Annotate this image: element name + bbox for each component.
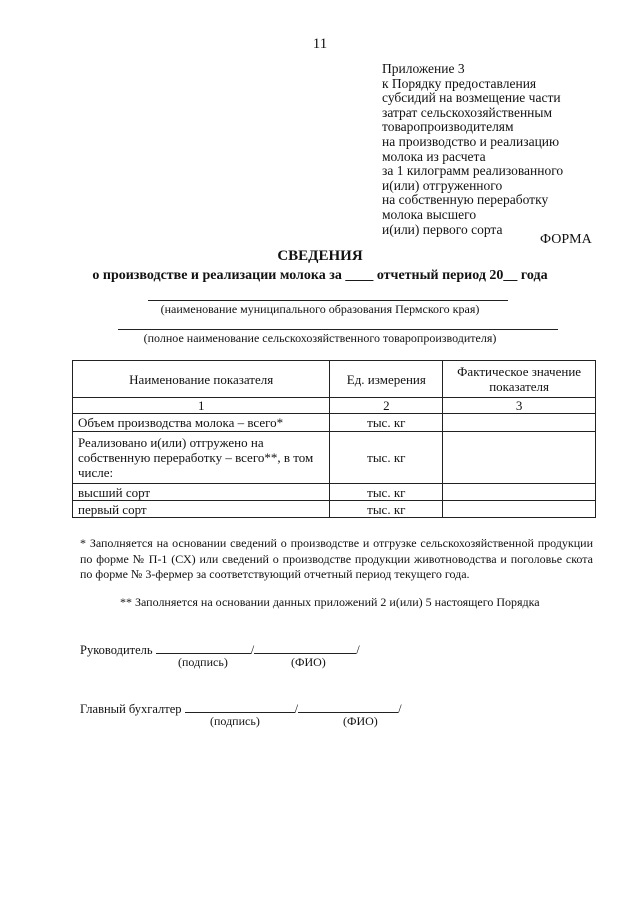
appendix-line: и(или) первого сорта [382,221,503,237]
header-cell: Фактическое значение показателя [443,361,596,398]
data-table [72,360,596,518]
footnote-1: * Заполняется на основании сведений о производстве и отгрузке сельскохозяйственной продукции по форме № П-1 (СХ) или сведений о производстве продукции животноводства и поголовье скота по форме № 3-фермер за соответствующий отчетный период текущего года. [80,536,593,581]
appendix-line: и(или) отгруженного [382,177,503,193]
column-number: 1 [73,398,330,414]
slash: / [356,643,360,657]
value-cell[interactable] [443,501,596,518]
value-cell[interactable] [443,432,596,484]
appendix-line: за 1 килограмм реализованного [382,163,564,179]
form-label: ФОРМА [540,232,592,247]
appendix-line: молока высшего [382,206,477,222]
head-label: Руководитель [80,643,153,657]
appendix-line: молока из расчета [382,148,486,164]
head-signature-field[interactable] [156,641,251,654]
unit-cell: тыс. кг [330,501,443,518]
appendix-line: на собственную переработку [382,192,549,208]
page-number: 11 [312,36,328,52]
municipality-fill-line[interactable] [148,300,508,301]
table-header-row [73,361,596,398]
value-cell[interactable] [443,414,596,432]
header-cell: Ед. измерения [330,361,443,398]
table-row [73,501,596,518]
accountant-signature-caption: (подпись) [210,714,260,728]
column-number: 2 [330,398,443,414]
indicator-name: первый сорт [73,501,330,518]
appendix-line: на производство и реализацию [382,133,560,149]
accountant-signature-field[interactable] [185,700,295,713]
table-row [73,414,596,432]
indicator-name: Реализовано и(или) отгружено на собственную переработку – всего**, в том числе: [73,432,330,484]
column-number-row [73,398,596,414]
value-cell[interactable] [443,484,596,501]
head-name-field[interactable] [254,641,356,654]
document-title: СВЕДЕНИЯ [277,248,363,264]
producer-fill-line[interactable] [118,329,558,330]
footnote-2: ** Заполняется на основании данных приложений 2 и(или) 5 настоящего Порядка [120,595,540,609]
producer-caption: (полное наименование сельскохозяйственного товаропроизводителя) [143,331,497,345]
appendix-line: к Порядку предоставления [382,75,537,91]
indicator-name: Объем производства молока – всего* [73,414,330,432]
head-name-caption: (ФИО) [291,655,326,669]
accountant-name-field[interactable] [298,700,398,713]
column-number: 3 [443,398,596,414]
document-subtitle: о производстве и реализации молока за ____ отчетный период 20__ года [92,268,548,283]
head-signature-caption: (подпись) [178,655,228,669]
municipality-caption: (наименование муниципального образования Пермского края) [160,302,480,316]
table-row [73,432,596,484]
header-cell: Наименование показателя [73,361,330,398]
unit-cell: тыс. кг [330,484,443,501]
slash: / [250,643,255,657]
accountant-name-caption: (ФИО) [343,714,378,728]
appendix-line: товаропроизводителям [382,119,514,135]
unit-cell: тыс. кг [330,414,443,432]
appendix-line: Приложение 3 [382,61,465,76]
accountant-label: Главный бухгалтер [80,702,182,716]
appendix-line: затрат сельскохозяйственным [382,104,553,120]
appendix-header [382,62,563,237]
unit-cell: тыс. кг [330,432,443,484]
slash: / [398,702,402,716]
appendix-line: субсидий на возмещение части [382,90,561,106]
slash: / [294,702,299,716]
indicator-name: высший сорт [73,484,330,501]
table-row [73,484,596,501]
